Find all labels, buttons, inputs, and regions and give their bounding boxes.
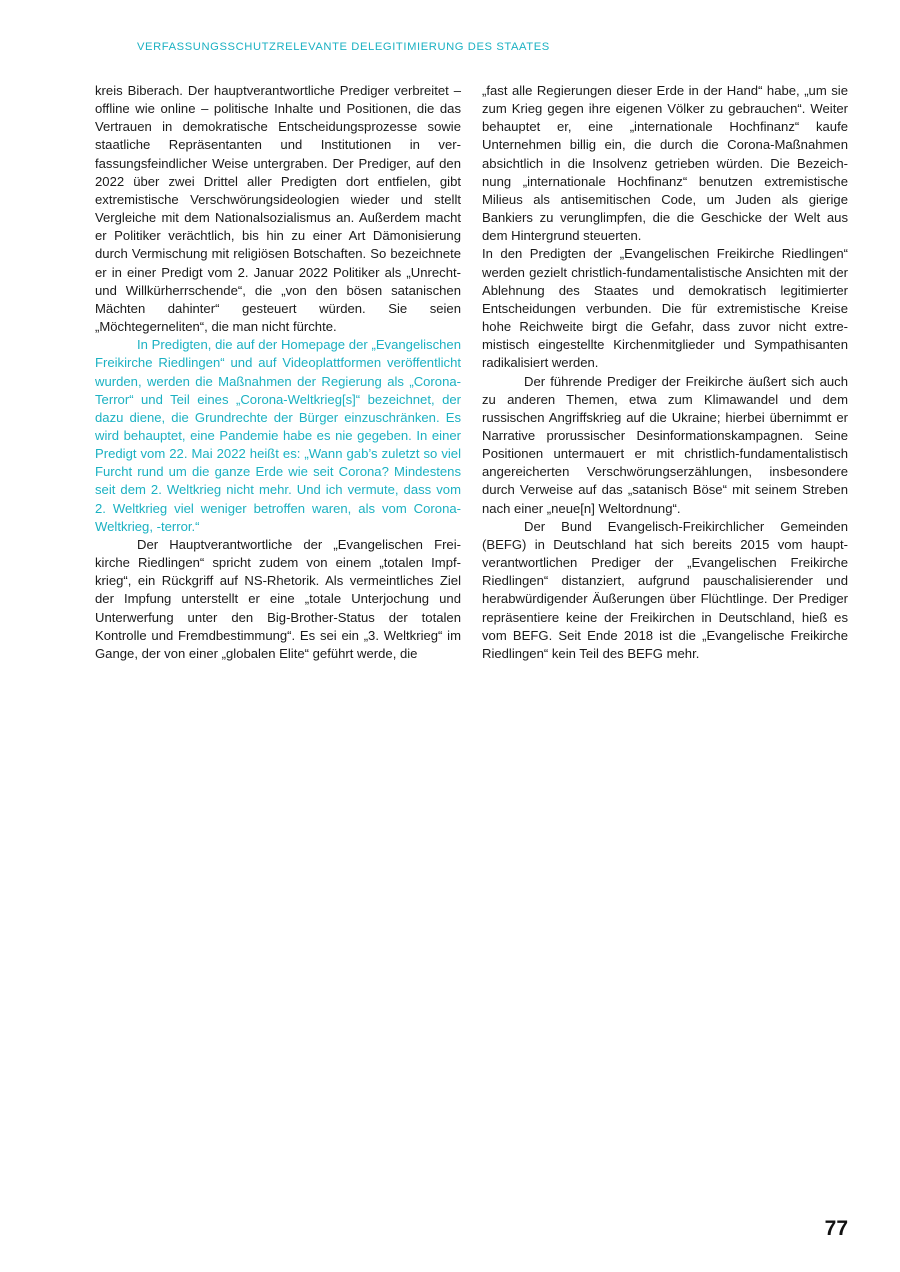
paragraph: Der Bund Evangelisch-Freikirchlicher Gemeinden (BEFG) in Deutschland hat sich bereits 2015 vom hauptverantwortlichen Prediger der „Evangelischen Freikirche Riedlingen“ distanziert, aufgrund pauschalisierender und herabwürdigender Äußerungen über Flüchtlinge. Der Prediger repräsentiere keine der Freikirchen in Deutschland, hieß es vom BEFG. Seit Ende 2018 ist die „Evangelische Freikirche Riedlingen“ kein Teil des BEFG mehr. xyxy=(482,518,848,661)
paragraph: „fast alle Regierungen dieser Erde in der Hand“ habe, „um sie zum Krieg gegen ihre eigenen Völker zu gebrauchen“. Weiter behauptet er, eine „internationale Hochfinanz“ kaufe Unternehmen billig ein, die durch die Corona-Maßnahmen absichtlich in die Insolvenz getrieben würden. Die Bezeichnung „internationale Hochfinanz“ benutzen extremistische Milieus als antisemitischen Code, um Juden als gierige Bankiers zu verunglimpfen, die die Geschicke der Welt aus dem Hintergrund steuerten. xyxy=(482,83,848,244)
paragraph: kreis Biberach. Der hauptverantwortliche Prediger verbreitet – offline wie online – politische Inhalte und Positionen, die das Vertrauen in demokratische Entscheidungsprozesse sowie staatliche Repräsentanten und Institutionen in verfassungsfeindlicher Weise untergraben. Der Prediger, auf den 2022 über zwei Drittel aller Predigten dort entfielen, gibt extremistische Verschwörungsideologien wieder und stellt Vergleiche mit dem Nationalsozialismus an. Außerdem macht er Politiker verächtlich, bis hin zu einer Art Dämonisierung durch Vermischung mit religiösen Botschaften. So bezeichnete er in einer Predigt vom 2. Januar 2022 Politiker als „Unrecht- und Willkürherrschende“, die „von den bösen satanischen Mächten dahinter“ gesteuert würden. Sie seien „Möchtegerneliten“, die man nicht fürchte. xyxy=(95,83,461,335)
paragraph: In den Predigten der „Evangelischen Freikirche Riedlingen“ werden gezielt christlich-fundamentalistische Ansichten mit der Ablehnung des Staates und demokratisch legitimierter Entscheidungen verbunden. Die für extremistische Kreise hohe Reichweite birgt die Gefahr, dass zuvor nicht extremistisch eingestellte Kirchenmitglieder und Sympathisanten radikalisiert werden. xyxy=(482,246,848,371)
highlighted-paragraph: In Predigten, die auf der Homepage der „Evangelischen Freikirche Riedlingen“ und auf Videoplattformen veröffentlicht wurden, werden die Maßnahmen der Regierung als „Corona-Terror“ und Teil eines „Corona-Weltkrieg[s]“ bezeichnet, der dazu diene, die Grundrechte der Bürger einzuschränken. Es wird behauptet, eine Pandemie habe es nie gegeben. In einer Predigt vom 22. Mai 2022 heißt es: „Wann gab’s zuletzt so viel Furcht rund um die ganze Erde wie seit Corona? Mindestens seit dem 2. Weltkrieg nicht mehr. Und ich vermute, dass vom 2. Weltkrieg viel weniger betroffen waren, als vom Corona-Weltkrieg, -terror.“ xyxy=(95,337,461,534)
left-column xyxy=(95,82,461,663)
running-header: VERFASSUNGSSCHUTZRELEVANTE DELEGITIMIERUNG DES STAATES xyxy=(137,41,550,53)
page-number: 77 xyxy=(824,1217,848,1240)
paragraph: Der Hauptverantwortliche der „Evangelischen Freikirche Riedlingen“ spricht zudem von einem „totalen Impfkrieg“, ein Rückgriff auf NS-Rhetorik. Als vermeintliches Ziel der Impfung unterstellt er eine „totale Unterjochung und Unterwerfung unter den Big-Brother-Status der totalen Kontrolle und Fremdbestimmung“. Es sei ein „3. Weltkrieg“ im Gange, der von einer „globalen Elite“ geführt werde, die xyxy=(95,536,461,661)
right-column xyxy=(482,82,848,663)
paragraph: Der führende Prediger der Freikirche äußert sich auch zu anderen Themen, etwa zum Klimawandel und dem russischen Angriffskrieg auf die Ukraine; hierbei übernimmt er Narrative prorussischer Desinformationskampagnen. Seine Positionen untermauert er mit christlich-fundamentalistisch angereicherten Verschwörungserzählungen, insbesondere durch Verweise auf das „satanisch Böse“ mit seinem Streben nach einer „neue[n] Weltordnung“. xyxy=(482,373,848,516)
